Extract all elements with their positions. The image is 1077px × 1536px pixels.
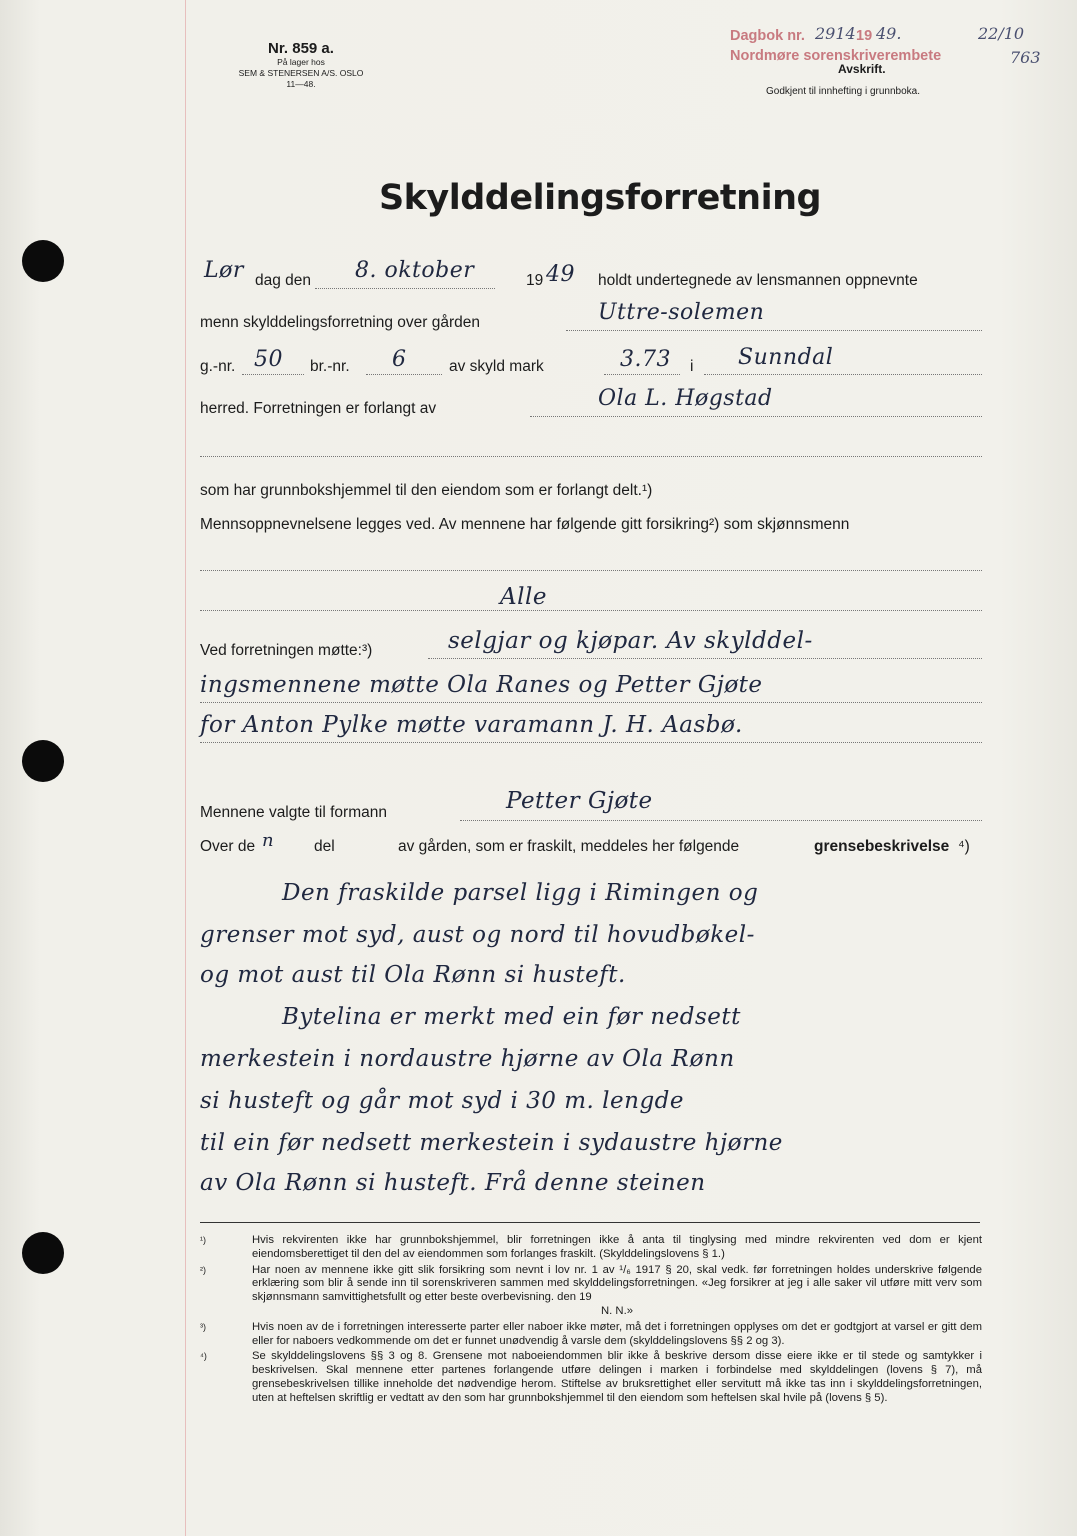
- day-label: dag den: [255, 272, 312, 289]
- margin-rule: [185, 0, 186, 1536]
- over-handwritten: n: [262, 830, 275, 851]
- motte-handwritten-1: selgjar og kjøpar. Av skylddel-: [448, 628, 813, 654]
- footnote-4: [200, 1350, 982, 1405]
- stock-line: På lager hos: [277, 57, 325, 67]
- form-number-block: [236, 40, 366, 90]
- farm-handwritten: Uttre-solemen: [598, 300, 765, 325]
- garden-label: av gården, som er fraskilt, meddeles her følgende: [398, 838, 740, 855]
- hjemmel-text: som har grunnbokshjemmel til den eiendom som er forlangt delt.¹): [200, 482, 653, 499]
- stamp-office: Nordmøre sorenskriverembete: [730, 48, 942, 64]
- stamp-year-prefix: 19: [856, 28, 873, 44]
- description-line: Den fraskilde parsel ligg i Rimingen og: [282, 880, 759, 906]
- punch-hole: [22, 240, 64, 282]
- footnote-text: Hvis noen av de i forretningen interesserte parter eller naboer ikke møter, må det i forretningen opplyses om det er godtgjort at varsel er gitt dem eller for naboers vedkommende om det er funnet unødvendig å varsle dem (skylddelingslovens §§ 2 og 3).: [252, 1320, 982, 1347]
- requester-handwritten: Ola L. Høgstad: [598, 386, 773, 411]
- stamp-year: 49.: [876, 24, 902, 43]
- printer-name: SEM & STENERSEN A/S. OSLO: [238, 68, 364, 78]
- fill-line: [315, 288, 495, 289]
- footnote-number: ³): [200, 1321, 206, 1332]
- footnote-text: Hvis rekvirenten ikke har grunnbokshjemmel, blir forretningen ikke å anta til tinglysing med mindre rekvirenten ved dom er kjent eiendomsberettiget til den del av eiendommen som forlanges fraskilt. (Skylddelingslovens § 1.): [252, 1234, 982, 1260]
- del-label: del: [314, 838, 335, 855]
- footnotes: [200, 1234, 982, 1408]
- avskrift-label: Avskrift.: [838, 62, 886, 76]
- footnote-2: [200, 1264, 982, 1319]
- description-line: og mot aust til Ola Rønn si husteft.: [200, 962, 626, 988]
- description-line: av Ola Rønn si husteft. Frå denne steinen: [200, 1170, 706, 1196]
- footnote-text: Se skylddelingslovens §§ 3 og 8. Grensene mot naboeiendommen blir ikke å beskrive dersom disse eiere ikke er til stede og samtykker i beskrivelsen. Skal mennene etter partenes forlangende utføre delingen i marken i forbindelse med skylddelingen (lovens § 7), må grensebeskrivelsen tillike inneholde det nødvendige herom. Stiftelse av bruksrettighet eller servitutt må ikke tas inn i skylddelingsforretningen, uten at heftelsen skriftlig er vedtatt av den som har grunnbokshjemmel til den eiendom som heftelsen skal hvile på (lovens § 5).: [252, 1350, 982, 1404]
- page-title: Skylddelingsforretning: [378, 178, 822, 218]
- grensebeskrivelse-label: grensebeskrivelse: [814, 838, 950, 855]
- formann-handwritten: Petter Gjøte: [506, 788, 653, 814]
- stamp-page: 763: [1010, 48, 1041, 67]
- fill-line: [428, 658, 982, 659]
- description-line: Bytelina er merkt med ein før nedsett: [282, 1004, 741, 1030]
- skyld-handwritten: 3.73: [620, 347, 671, 372]
- stamp-label: Dagbok nr.: [730, 28, 805, 44]
- description-line: si husteft og går mot syd i 30 m. lengde: [200, 1088, 684, 1114]
- motte-handwritten-2: ingsmennene møtte Ola Ranes og Petter Gjøte: [200, 672, 763, 698]
- line1-text: holdt undertegnede av lensmannen oppnevnte: [598, 272, 918, 289]
- weekday-handwritten: Lør: [204, 258, 244, 283]
- motte-handwritten-3: for Anton Pylke møtte varamann J. H. Aasbø.: [200, 712, 743, 738]
- gnr-label: g.-nr.: [200, 358, 236, 375]
- date-handwritten: 8. oktober: [355, 258, 475, 283]
- fill-line: [366, 374, 442, 375]
- footnote-number: ⁴): [200, 1351, 207, 1362]
- edition: 11—48.: [286, 79, 316, 89]
- godkjent-label: Godkjent til innhefting i grunnboka.: [766, 86, 920, 97]
- i-label: i: [690, 358, 694, 375]
- footnote-text: Har noen av mennene ikke gitt slik forsikring som nevnt i lov nr. 1 av ¹/₆ 1917 § 20, skal vedk. før forretningen holdes underskrive følgende erklæring som blir å sende inn til sorenskriveren sammen med skylddelingsforretningen. «Jeg forsikrer at jeg i alle saker vil utføre mitt verv som skjønnsmann samvittighetsfullt og etter beste overbevisning. den 19: [252, 1263, 982, 1304]
- footnote-1: [200, 1234, 982, 1262]
- over-label: Over de: [200, 838, 256, 855]
- forsikring-text: Mennsoppnevnelsene legges ved. Av mennene har følgende gitt forsikring²) som skjønnsmenn: [200, 516, 850, 533]
- bnr-handwritten: 6: [392, 347, 407, 372]
- stamp-date: 22/10: [978, 24, 1025, 43]
- fill-line: [200, 742, 982, 743]
- skjonnsmenn-handwritten: Alle: [500, 584, 547, 610]
- punch-hole: [22, 740, 64, 782]
- fill-line: [242, 374, 304, 375]
- motte-label: Ved forretningen møtte:³): [200, 642, 373, 659]
- fill-line: [200, 570, 982, 571]
- bnr-label: br.-nr.: [310, 358, 350, 375]
- footnote-sign: N. N.»: [600, 1304, 633, 1317]
- fill-line: [566, 330, 982, 331]
- formann-label: Mennene valgte til formann: [200, 804, 387, 821]
- fill-line: [530, 416, 982, 417]
- description-line: grenser mot syd, aust og nord til hovudbøkel-: [200, 922, 755, 948]
- fill-line: [200, 610, 982, 611]
- fill-line: [704, 374, 982, 375]
- year-handwritten: 49: [546, 262, 575, 287]
- punch-hole: [22, 1232, 64, 1274]
- stamp-journal-no: 2914: [815, 24, 856, 43]
- description-line: til ein før nedsett merkestein i sydaustre hjørne: [200, 1130, 783, 1156]
- fill-line: [200, 702, 982, 703]
- fill-line: [460, 820, 982, 821]
- year-prefix: 19: [526, 272, 544, 289]
- footnote-3: [200, 1321, 982, 1349]
- fill-line: [200, 456, 982, 457]
- requester-label: herred. Forretningen er forlangt av: [200, 400, 437, 417]
- footnote-number: ²): [200, 1264, 206, 1275]
- footnote-rule: [200, 1222, 980, 1223]
- footnote-number: ¹): [200, 1235, 206, 1245]
- footnote-ref-4: ⁴): [958, 838, 970, 855]
- farm-label: menn skylddelingsforretning over gården: [200, 314, 481, 331]
- description-line: merkestein i nordaustre hjørne av Ola Rønn: [200, 1046, 735, 1072]
- fill-line: [604, 374, 680, 375]
- form-number: Nr. 859 a.: [268, 40, 334, 57]
- gnr-handwritten: 50: [254, 347, 283, 372]
- skyld-label: av skyld mark: [449, 358, 544, 375]
- place-handwritten: Sunndal: [738, 345, 834, 370]
